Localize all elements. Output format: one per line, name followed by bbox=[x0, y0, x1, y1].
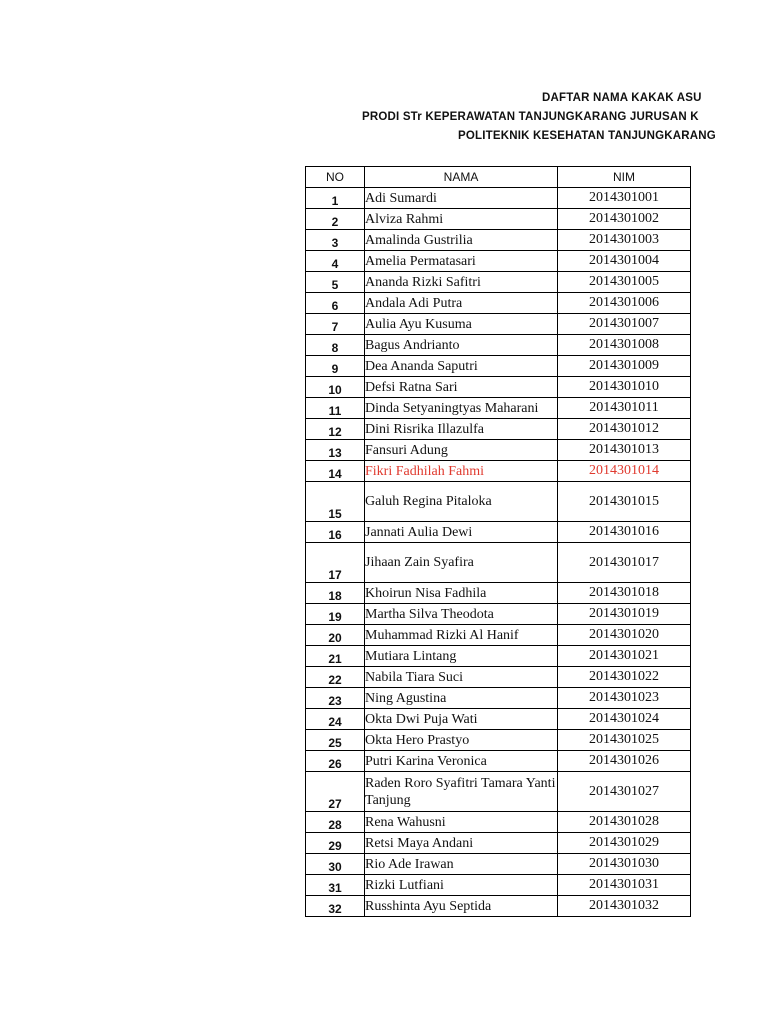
table-row bbox=[306, 440, 691, 461]
cell-no: 16 bbox=[306, 522, 365, 543]
cell-no: 17 bbox=[306, 543, 365, 583]
cell-nama: Dea Ananda Saputri bbox=[365, 356, 558, 377]
cell-nama: Alviza Rahmi bbox=[365, 209, 558, 230]
cell-nama: Mutiara Lintang bbox=[365, 646, 558, 667]
table-row bbox=[306, 812, 691, 833]
cell-no: 7 bbox=[306, 314, 365, 335]
cell-nim: 2014301019 bbox=[558, 604, 691, 625]
cell-nama: Jihaan Zain Syafira bbox=[365, 543, 558, 583]
cell-nim: 2014301004 bbox=[558, 251, 691, 272]
cell-no: 21 bbox=[306, 646, 365, 667]
cell-nim: 2014301024 bbox=[558, 709, 691, 730]
table-row bbox=[306, 751, 691, 772]
cell-no: 11 bbox=[306, 398, 365, 419]
cell-nim: 2014301020 bbox=[558, 625, 691, 646]
cell-nama: Rio Ade Irawan bbox=[365, 854, 558, 875]
cell-nama: Bagus Andrianto bbox=[365, 335, 558, 356]
cell-nama: Okta Hero Prastyo bbox=[365, 730, 558, 751]
cell-no: 23 bbox=[306, 688, 365, 709]
cell-nim: 2014301003 bbox=[558, 230, 691, 251]
table-row bbox=[306, 875, 691, 896]
cell-no: 24 bbox=[306, 709, 365, 730]
column-header-nama: NAMA bbox=[365, 167, 558, 188]
cell-nim: 2014301031 bbox=[558, 875, 691, 896]
cell-no: 32 bbox=[306, 896, 365, 917]
cell-no: 27 bbox=[306, 772, 365, 812]
cell-nim: 2014301007 bbox=[558, 314, 691, 335]
cell-nama: Putri Karina Veronica bbox=[365, 751, 558, 772]
cell-no: 6 bbox=[306, 293, 365, 314]
cell-no: 26 bbox=[306, 751, 365, 772]
cell-nim: 2014301030 bbox=[558, 854, 691, 875]
cell-nim: 2014301016 bbox=[558, 522, 691, 543]
table-row bbox=[306, 293, 691, 314]
cell-no: 5 bbox=[306, 272, 365, 293]
cell-nama: Ananda Rizki Safitri bbox=[365, 272, 558, 293]
cell-nim: 2014301002 bbox=[558, 209, 691, 230]
cell-nama: Galuh Regina Pitaloka bbox=[365, 482, 558, 522]
cell-nama: Amelia Permatasari bbox=[365, 251, 558, 272]
cell-nim: 2014301018 bbox=[558, 583, 691, 604]
cell-nama: Jannati Aulia Dewi bbox=[365, 522, 558, 543]
cell-no: 14 bbox=[306, 461, 365, 482]
program-subtitle: PRODI STr KEPERAWATAN TANJUNGKARANG JURUSAN K bbox=[362, 111, 699, 123]
cell-no: 20 bbox=[306, 625, 365, 646]
cell-nama: Rizki Lutfiani bbox=[365, 875, 558, 896]
table-row bbox=[306, 583, 691, 604]
table-row bbox=[306, 833, 691, 854]
cell-nim: 2014301006 bbox=[558, 293, 691, 314]
table-row bbox=[306, 896, 691, 917]
cell-nim: 2014301015 bbox=[558, 482, 691, 522]
cell-nim: 2014301032 bbox=[558, 896, 691, 917]
cell-nim: 2014301017 bbox=[558, 543, 691, 583]
cell-nama: Amalinda Gustrilia bbox=[365, 230, 558, 251]
cell-no: 3 bbox=[306, 230, 365, 251]
cell-nim: 2014301013 bbox=[558, 440, 691, 461]
cell-nim: 2014301021 bbox=[558, 646, 691, 667]
cell-nim: 2014301009 bbox=[558, 356, 691, 377]
cell-nama: Nabila Tiara Suci bbox=[365, 667, 558, 688]
cell-no: 12 bbox=[306, 419, 365, 440]
table-row bbox=[306, 272, 691, 293]
cell-no: 28 bbox=[306, 812, 365, 833]
table-row bbox=[306, 398, 691, 419]
table-row bbox=[306, 646, 691, 667]
table-row bbox=[306, 230, 691, 251]
cell-nama: Aulia Ayu Kusuma bbox=[365, 314, 558, 335]
cell-nama: Defsi Ratna Sari bbox=[365, 377, 558, 398]
table-row bbox=[306, 625, 691, 646]
cell-no: 13 bbox=[306, 440, 365, 461]
column-header-nim: NIM bbox=[558, 167, 691, 188]
table-row bbox=[306, 709, 691, 730]
table-header-row bbox=[306, 167, 691, 188]
table-row bbox=[306, 314, 691, 335]
cell-nama: Fikri Fadhilah Fahmi bbox=[365, 461, 558, 482]
table-row bbox=[306, 543, 691, 583]
cell-nama: Okta Dwi Puja Wati bbox=[365, 709, 558, 730]
table-row bbox=[306, 854, 691, 875]
cell-nim: 2014301001 bbox=[558, 188, 691, 209]
table-row bbox=[306, 335, 691, 356]
cell-nama: Fansuri Adung bbox=[365, 440, 558, 461]
cell-nama: Ning Agustina bbox=[365, 688, 558, 709]
cell-nama: Muhammad Rizki Al Hanif bbox=[365, 625, 558, 646]
cell-nim: 2014301010 bbox=[558, 377, 691, 398]
cell-nim: 2014301008 bbox=[558, 335, 691, 356]
cell-nama: Adi Sumardi bbox=[365, 188, 558, 209]
cell-nama: Andala Adi Putra bbox=[365, 293, 558, 314]
cell-nim: 2014301025 bbox=[558, 730, 691, 751]
cell-nim: 2014301026 bbox=[558, 751, 691, 772]
institution-subtitle: POLITEKNIK KESEHATAN TANJUNGKARANG bbox=[458, 130, 716, 142]
cell-no: 9 bbox=[306, 356, 365, 377]
cell-no: 25 bbox=[306, 730, 365, 751]
cell-no: 22 bbox=[306, 667, 365, 688]
table-row bbox=[306, 730, 691, 751]
table-row bbox=[306, 604, 691, 625]
cell-nim: 2014301012 bbox=[558, 419, 691, 440]
document-title: DAFTAR NAMA KAKAK ASU bbox=[542, 92, 702, 104]
table-row bbox=[306, 209, 691, 230]
student-table bbox=[305, 166, 691, 917]
cell-nim: 2014301027 bbox=[558, 772, 691, 812]
column-header-no: NO bbox=[306, 167, 365, 188]
cell-no: 10 bbox=[306, 377, 365, 398]
cell-nim: 2014301014 bbox=[558, 461, 691, 482]
table-row bbox=[306, 772, 691, 812]
cell-no: 2 bbox=[306, 209, 365, 230]
table-row bbox=[306, 188, 691, 209]
table-row bbox=[306, 667, 691, 688]
table-row bbox=[306, 688, 691, 709]
cell-nim: 2014301022 bbox=[558, 667, 691, 688]
cell-no: 19 bbox=[306, 604, 365, 625]
table-row bbox=[306, 251, 691, 272]
table-row bbox=[306, 377, 691, 398]
table-row bbox=[306, 356, 691, 377]
cell-nama: Martha Silva Theodota bbox=[365, 604, 558, 625]
cell-nama: Khoirun Nisa Fadhila bbox=[365, 583, 558, 604]
cell-no: 15 bbox=[306, 482, 365, 522]
cell-no: 18 bbox=[306, 583, 365, 604]
cell-no: 30 bbox=[306, 854, 365, 875]
cell-no: 4 bbox=[306, 251, 365, 272]
table-row bbox=[306, 482, 691, 522]
table-row bbox=[306, 461, 691, 482]
cell-nim: 2014301023 bbox=[558, 688, 691, 709]
table-body bbox=[306, 188, 691, 917]
cell-no: 8 bbox=[306, 335, 365, 356]
cell-nama: Dini Risrika Illazulfa bbox=[365, 419, 558, 440]
cell-nama: Russhinta Ayu Septida bbox=[365, 896, 558, 917]
cell-nim: 2014301005 bbox=[558, 272, 691, 293]
table-row bbox=[306, 522, 691, 543]
cell-no: 1 bbox=[306, 188, 365, 209]
cell-nim: 2014301029 bbox=[558, 833, 691, 854]
cell-nama: Rena Wahusni bbox=[365, 812, 558, 833]
table-row bbox=[306, 419, 691, 440]
cell-no: 31 bbox=[306, 875, 365, 896]
cell-nim: 2014301028 bbox=[558, 812, 691, 833]
cell-no: 29 bbox=[306, 833, 365, 854]
cell-nim: 2014301011 bbox=[558, 398, 691, 419]
cell-nama: Raden Roro Syafitri Tamara Yanti Tanjung bbox=[365, 772, 558, 812]
cell-nama: Retsi Maya Andani bbox=[365, 833, 558, 854]
cell-nama: Dinda Setyaningtyas Maharani bbox=[365, 398, 558, 419]
